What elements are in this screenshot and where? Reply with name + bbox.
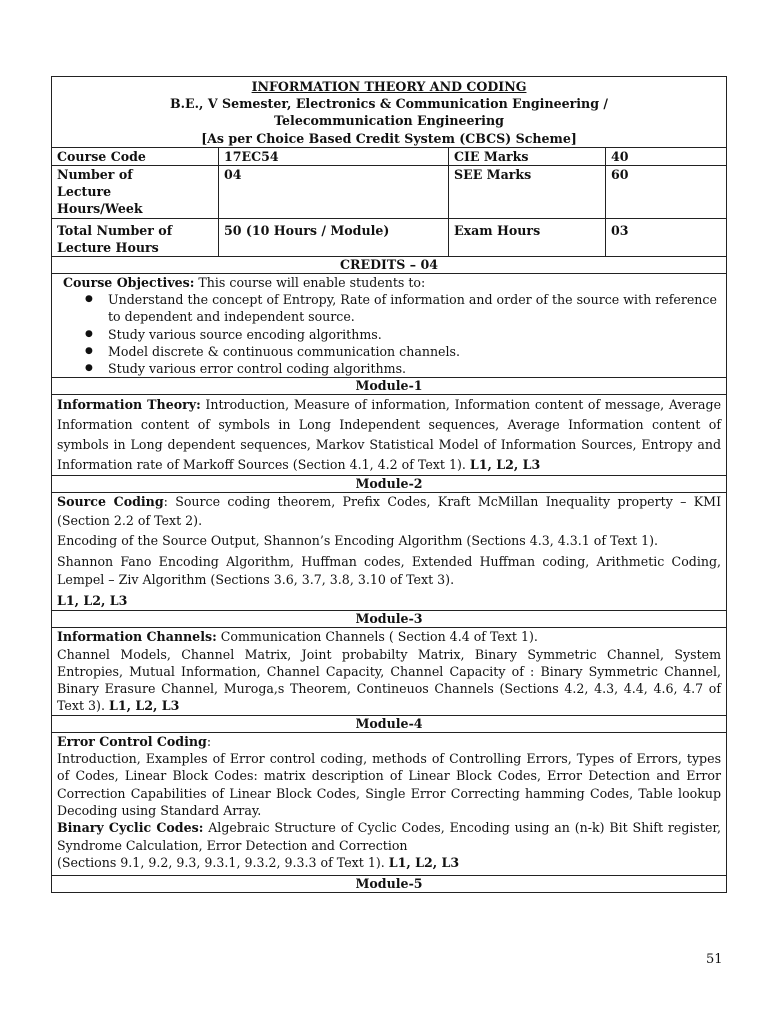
module-4-label: Error Control Coding [57,733,207,749]
module-5-title-row [52,876,727,893]
credits: CREDITS – 04 [52,257,727,274]
module-2-row [52,493,727,611]
module-1-content [52,395,727,476]
module-5-title: Module-5 [52,876,727,893]
exam-hours-value: 03 [606,218,727,256]
objective-item: ● Study various error control coding algorithms. [108,360,721,377]
course-program: B.E., V Semester, Electronics & Communication Engineering / [170,96,609,112]
objectives-row [52,274,727,378]
module-4-text-1: Introduction, Examples of Error control coding, methods of Controlling Errors, Types of Errors, types of Codes, Linear Block Codes: matrix description of Linear Block Codes, Error Detection and Error Correction Capabilities of Linear Block Codes, Single Error Correcting hamming Codes, Table lookup Decoding using Standard Array. [57,751,722,818]
module-1-label: Information Theory: [57,397,201,413]
page-number: 51 [706,952,723,967]
module-4-title-row [52,715,727,732]
module-4-sections [57,854,721,871]
module-4-heading [57,733,721,750]
objectives-label: Course Objectives: [63,275,195,291]
exam-hours-label: Exam Hours [449,218,606,256]
total-lecture-hours-label: Total Number of Lecture Hours [52,218,219,256]
info-row-1 [52,147,727,165]
module-2-content [52,493,727,611]
module-3-content [52,628,727,715]
module-4-title: Module-4 [52,715,727,732]
module-2-para-1 [57,493,721,530]
module-4-content [52,732,727,875]
module-3-label: Information Channels: [57,629,217,645]
module-3-title: Module-3 [52,611,727,628]
module-3-title-row [52,611,727,628]
module-1-row [52,395,727,476]
course-code-value: 17EC54 [219,147,449,165]
module-4-cyclic [57,819,721,854]
module-2-para-2: Encoding of the Source Output, Shannon’s Encoding Algorithm (Sections 4.3, 4.3.1 of Text 1). [57,533,659,549]
module-3-body [57,646,721,715]
module-4-row [52,732,727,875]
objective-item: ● Study various source encoding algorithms. [108,326,721,343]
syllabus-table [51,76,727,893]
module-2-levels: L1, L2, L3 [57,592,128,608]
info-row-2 [52,166,727,219]
cie-marks-label: CIE Marks [449,147,606,165]
info-row-3 [52,218,727,256]
module-2-label: Source Coding [57,494,164,510]
see-marks-label: SEE Marks [449,166,606,219]
lecture-hours-week-value: 04 [219,166,449,219]
module-2-para-3: Shannon Fano Encoding Algorithm, Huffman codes, Extended Huffman coding, Arithmetic Coding, Lempel – Ziv Algorithm (Sections 3.6, 3.7, 3.8, 3.10 of Text 3). [57,553,722,588]
module-1-levels: L1, L2, L3 [469,457,541,473]
module-4-levels: L1, L2, L3 [388,854,460,870]
credits-row [52,257,727,274]
lecture-hours-week-label: Number of Lecture Hours/Week [52,166,219,219]
module-1-title: Module-1 [52,378,727,395]
objectives-intro [63,274,721,291]
module-4-label-suffix: : [206,733,212,749]
course-header [52,77,727,148]
module-4-label-2: Binary Cyclic Codes: [57,820,204,836]
course-title: INFORMATION THEORY AND CODING [251,79,527,94]
course-branch: Telecommunication Engineering [274,113,504,129]
module-2-title-row [52,476,727,493]
module-4-text-2: Algebraic Structure of Cyclic Codes, Encoding using an (n-k) Bit Shift register, Syndrome Calculation, Error Detection and Correction [57,820,722,853]
header-row [52,77,727,148]
total-lecture-hours-value: 50 (10 Hours / Module) [219,218,449,256]
module-3-text-1: Communication Channels ( Section 4.4 of Text 1). [216,629,538,645]
module-1-title-row [52,378,727,395]
course-code-label: Course Code [52,147,219,165]
module-3-levels: L1, L2, L3 [108,698,180,714]
module-3-line-1 [57,628,721,645]
syllabus-document [51,76,726,893]
objective-item: ● Understand the concept of Entropy, Rate of information and order of the source with reference to dependent and independent source. [108,291,721,325]
cie-marks-value: 40 [606,147,727,165]
objectives-intro-text: This course will enable students to: [194,275,426,291]
module-3-text: Channel Models, Channel Matrix, Joint probabilty Matrix, Binary Symmetric Channel, System Entropies, Mutual Information, Channel Capacity, Channel Capacity of : Binary Symmetric Channel, Binary Erasure Channel, Muroga,s Theorem, Contineuos Channels (Sections 4.2, 4.3, 4.4, 4.6, 4.7 of Text 3). [57,646,722,714]
course-scheme: [As per Choice Based Credit System (CBCS) Scheme] [201,130,577,146]
objectives-list [63,291,721,377]
module-2-text-1: : Source coding theorem, Prefix Codes, Kraft McMillan Inequality property – KMI (Section 2.2 of Text 2). [57,494,722,528]
module-1-text: Introduction, Measure of information, Information content of message, Average Information content of symbols in Long Independent sequences, Average Information content of symbols in Long dependent sequences, Markov Statistical Model of Information Sources, Entropy and Information rate of Markoff Sources (Section 4.1, 4.2 of Text 1). [57,397,722,473]
see-marks-value: 60 [606,166,727,219]
module-3-row [52,628,727,715]
objective-item: ● Model discrete & continuous communication channels. [108,343,721,360]
course-objectives [52,274,727,378]
module-4-text-3: (Sections 9.1, 9.2, 9.3, 9.3.1, 9.3.2, 9.3.3 of Text 1). [57,854,389,870]
module-2-title: Module-2 [52,476,727,493]
